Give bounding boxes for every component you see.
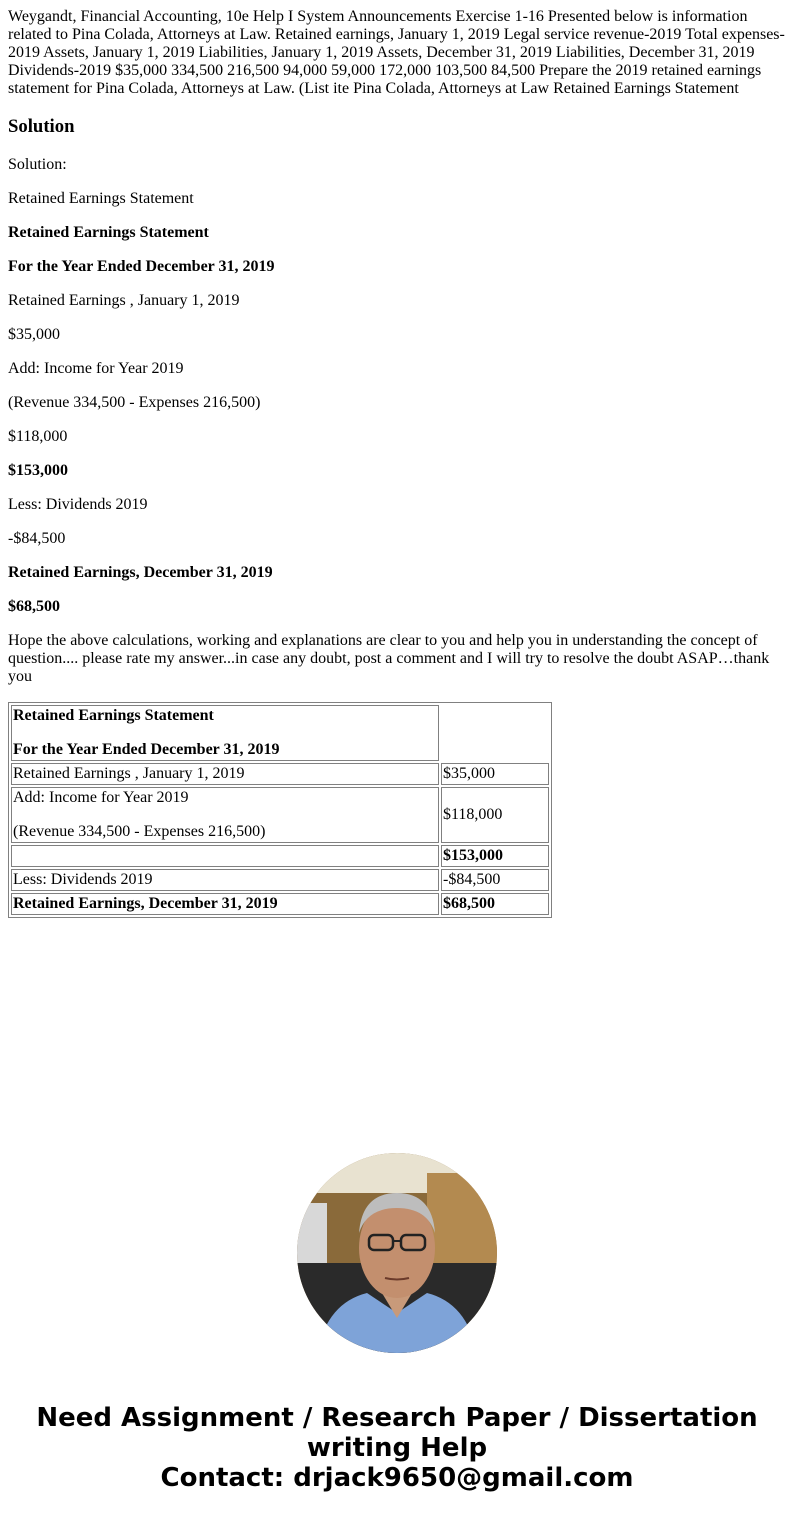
row-value: -$84,500 — [441, 869, 549, 891]
solution-line-text: Retained Earnings Statement — [8, 190, 194, 207]
solution-line-text: Solution: — [8, 156, 67, 173]
solution-line-text: Add: Income for Year 2019 — [8, 360, 184, 377]
row-label-line: Add: Income for Year 2019 — [13, 789, 189, 806]
table-row — [11, 705, 549, 761]
author-avatar — [297, 1153, 497, 1353]
closing-text: Hope the above calculations, working and explanations are clear to you and help you in understanding the concept of question.... please rate my answer...in case any doubt, post a comment and I will try to resolve the doubt ASAP…thank you — [8, 632, 770, 685]
solution-line-text: $153,000 — [8, 462, 68, 479]
retained-earnings-table — [8, 702, 552, 918]
solution-line — [8, 156, 786, 174]
solution-line — [8, 190, 786, 208]
solution-line — [8, 496, 786, 514]
row-label — [11, 893, 439, 915]
row-value — [441, 845, 549, 867]
total-value: $68,500 — [443, 895, 495, 912]
table-header-cell — [11, 705, 439, 761]
solution-line — [8, 292, 786, 310]
solution-line — [8, 326, 786, 344]
empty-cell — [11, 845, 439, 867]
solution-line — [8, 462, 786, 480]
footer-line: writing Help — [306, 1433, 488, 1463]
solution-line — [8, 564, 786, 582]
solution-line — [8, 360, 786, 378]
row-label-line: (Revenue 334,500 - Expenses 216,500) — [13, 823, 266, 840]
solution-line-text: Less: Dividends 2019 — [8, 496, 148, 513]
subtotal-value: $153,000 — [443, 847, 503, 864]
solution-heading: Solution — [8, 116, 75, 137]
question-text: Weygandt, Financial Accounting, 10e Help I System Announcements Exercise 1-16 Presented below is information related to Pina Colada, Attorneys at Law. Retained earnings, January 1, 2019 Legal service revenue-2019 Total expenses-2019 Assets, January 1, 2019 Liabilities, January 1, 2019 Assets, December 31, 2019 Liabilities, December 31, 2019 Dividends-2019 $35,000 334,500 216,500 94,000 59,000 172,000 103,500 84,500 Prepare the 2019 retained earnings statement for Pina Colada, Attorneys at Law. (List ite Pina Colada, Attorneys at Law Retained Earnings Statement — [8, 8, 785, 97]
solution-line — [8, 258, 786, 276]
solution-line — [8, 394, 786, 412]
table-title: Retained Earnings Statement — [13, 707, 214, 724]
total-label: Retained Earnings, December 31, 2019 — [13, 895, 278, 912]
table-row — [11, 893, 549, 915]
footer-advert — [0, 1403, 794, 1493]
table-row — [11, 845, 549, 867]
solution-line — [8, 530, 786, 548]
row-label: Retained Earnings , January 1, 2019 — [11, 763, 439, 785]
solution-line-text: -$84,500 — [8, 530, 66, 547]
row-label: Less: Dividends 2019 — [11, 869, 439, 891]
empty-cell — [441, 705, 549, 761]
solution-line-text: Retained Earnings , January 1, 2019 — [8, 292, 240, 309]
solution-line — [8, 224, 786, 242]
solution-line — [8, 598, 786, 616]
solution-line-text: Retained Earnings Statement — [8, 224, 209, 241]
row-value: $118,000 — [441, 787, 549, 843]
solution-line-text: Retained Earnings, December 31, 2019 — [8, 564, 273, 581]
solution-line-text: $35,000 — [8, 326, 60, 343]
solution-lines — [8, 156, 786, 616]
table-subtitle: For the Year Ended December 31, 2019 — [13, 741, 280, 758]
footer-line: Need Assignment / Research Paper / Dissertation — [36, 1403, 758, 1433]
table-row — [11, 869, 549, 891]
row-value — [441, 893, 549, 915]
table-row — [11, 763, 549, 785]
solution-line-text: $68,500 — [8, 598, 60, 615]
person-photo-icon — [297, 1153, 497, 1353]
contact-email: Contact: drjack9650@gmail.com — [160, 1463, 634, 1493]
solution-line-text: For the Year Ended December 31, 2019 — [8, 258, 275, 275]
solution-line-text: $118,000 — [8, 428, 68, 445]
solution-line-text: (Revenue 334,500 - Expenses 216,500) — [8, 394, 261, 411]
row-label — [11, 787, 439, 843]
solution-line — [8, 428, 786, 446]
table-row — [11, 787, 549, 843]
row-value: $35,000 — [441, 763, 549, 785]
